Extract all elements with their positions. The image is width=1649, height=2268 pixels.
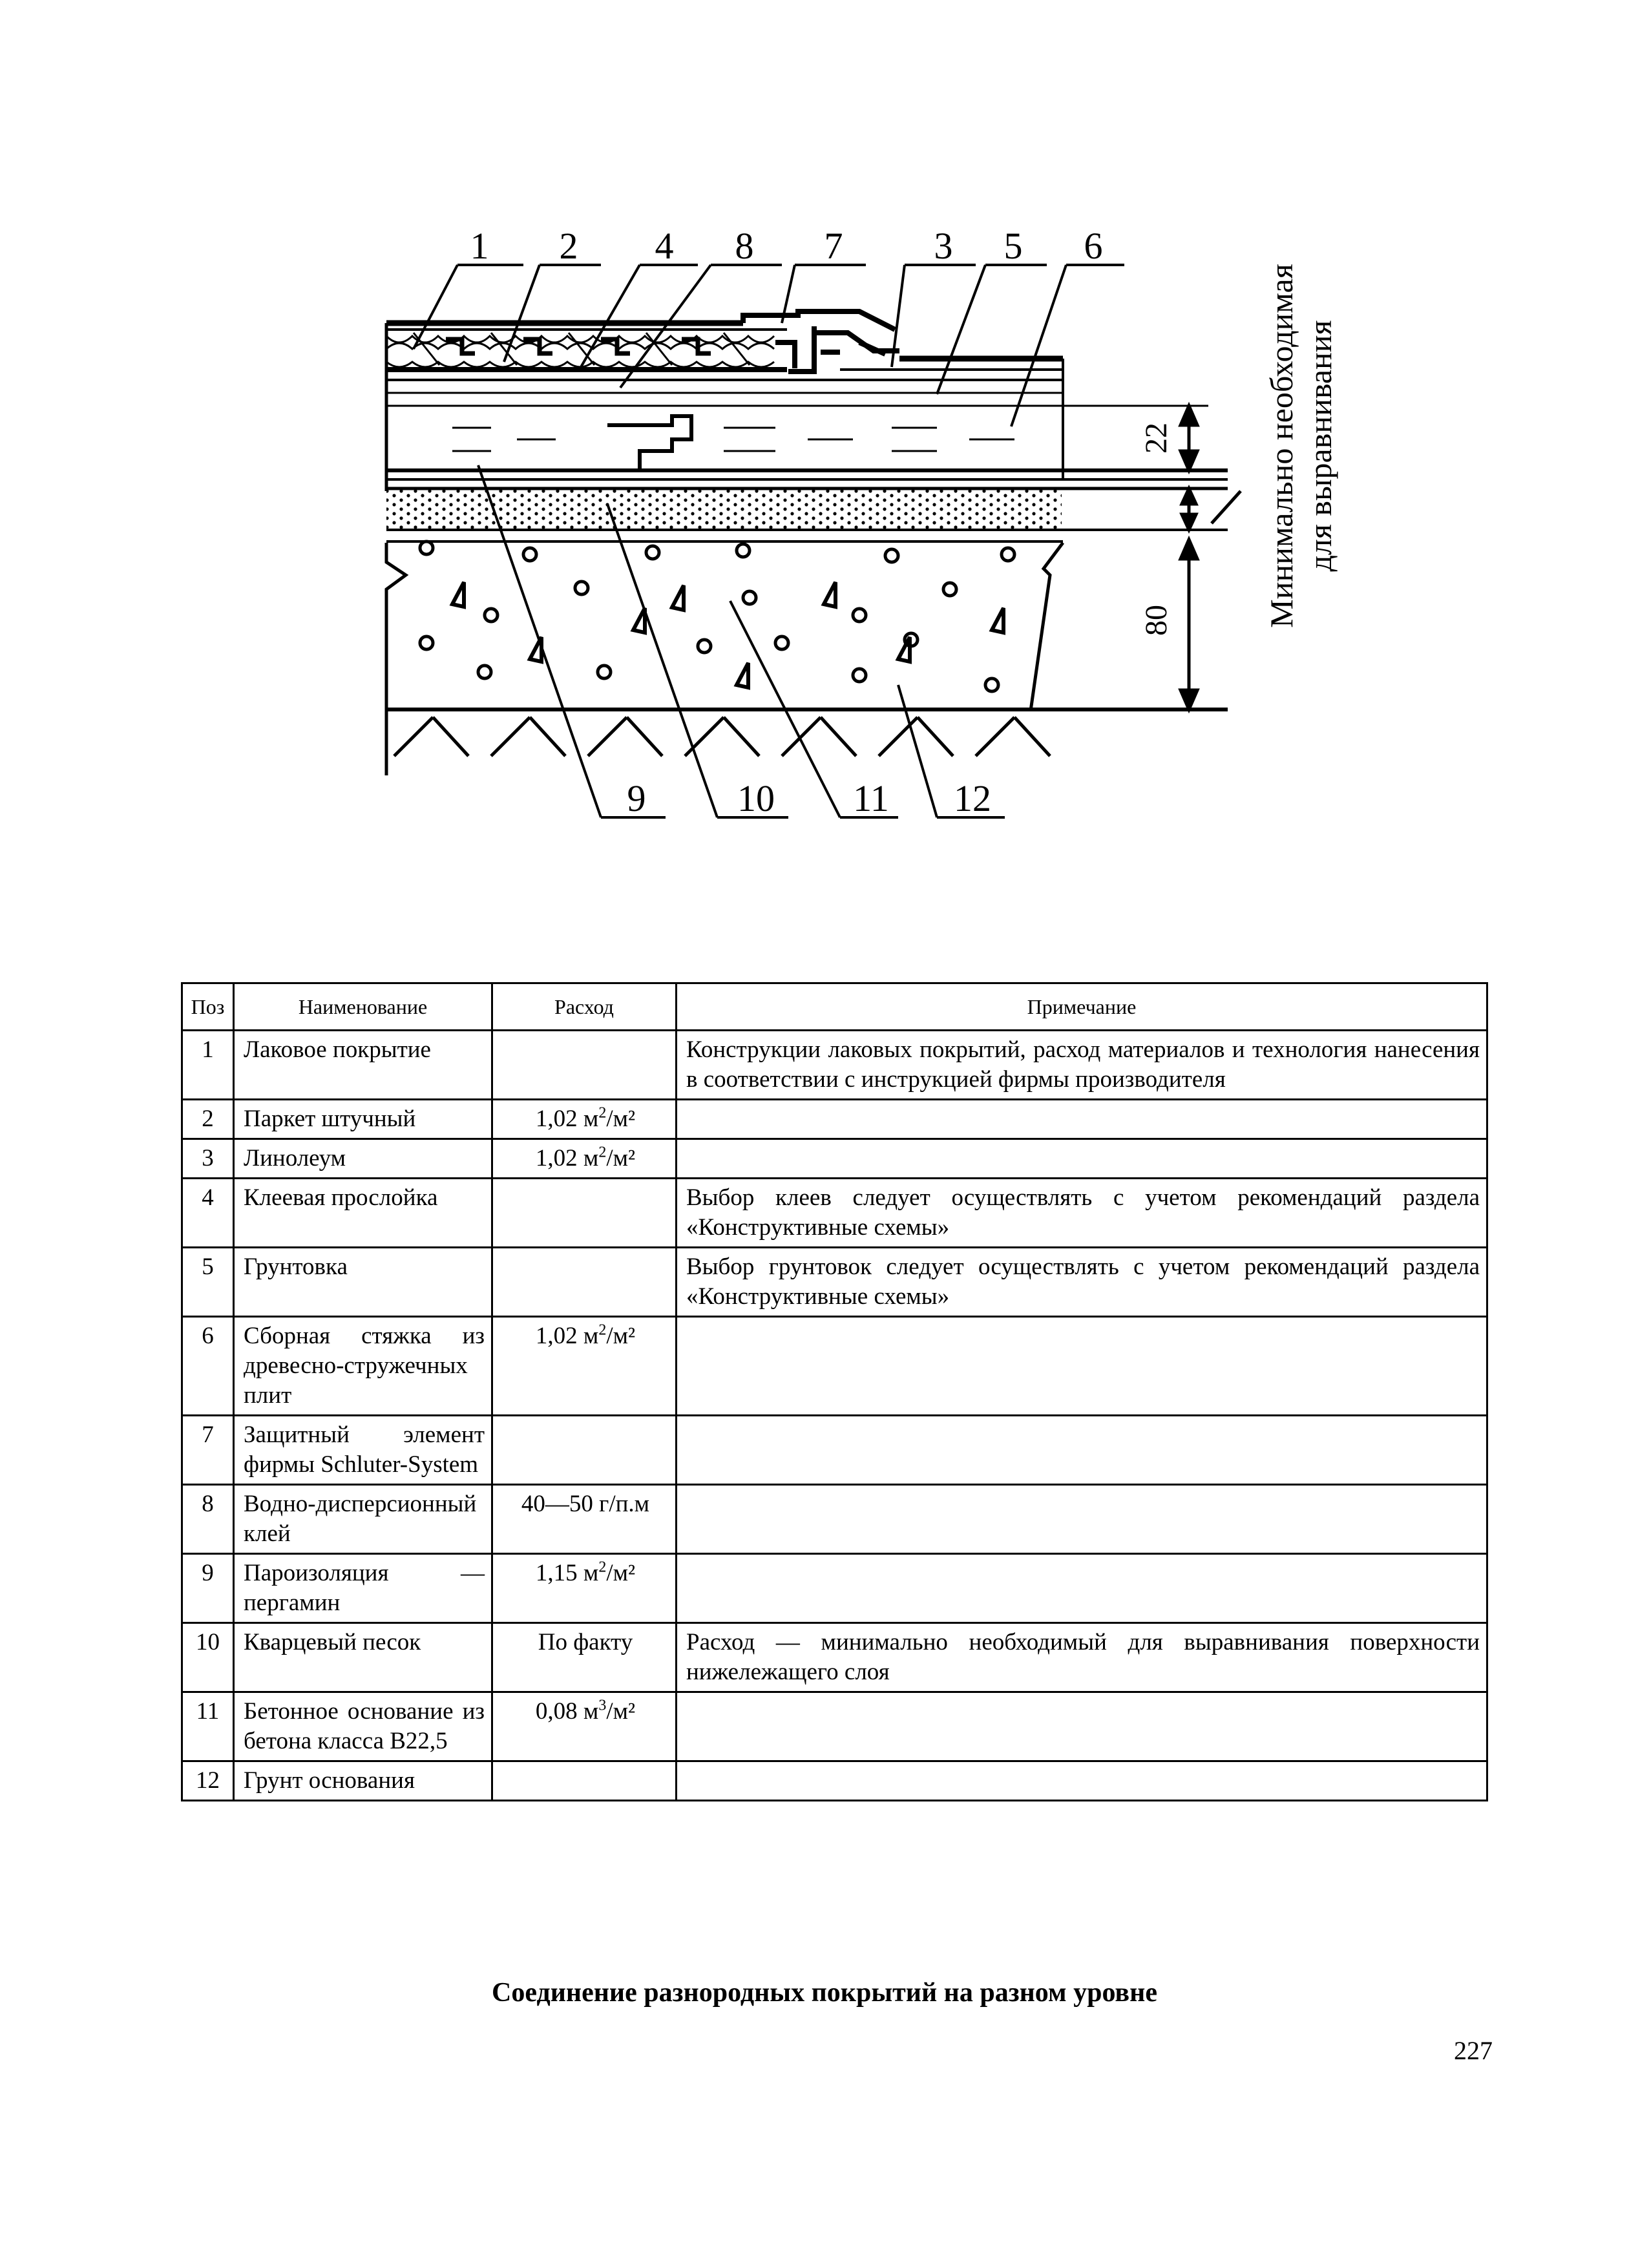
row-note: Выбор грунтовок следует осуществлять с учетом рекомендаций раздела «Конструктивные схемы» xyxy=(677,1248,1487,1317)
row-name: Бетонное основание из бетона класса В22,5 xyxy=(234,1692,492,1761)
rate-exponent: 2 xyxy=(598,1104,607,1122)
row-note xyxy=(677,1485,1487,1554)
row-pos: 11 xyxy=(182,1692,234,1761)
row-rate xyxy=(492,1139,677,1179)
row-rate xyxy=(492,1692,677,1761)
rate-value: 40—50 г/п.м xyxy=(521,1491,650,1517)
row-name: Кварцевый песок xyxy=(234,1623,492,1692)
callout-label: 12 xyxy=(954,777,991,819)
row-name: Сборная стяжка из древесно-стружечных плит xyxy=(234,1317,492,1416)
row-rate xyxy=(492,1317,677,1416)
linoleum-layer xyxy=(840,359,1063,370)
header-pos: Поз xyxy=(182,983,234,1031)
sand-layer xyxy=(386,488,1228,541)
row-pos: 2 xyxy=(182,1100,234,1139)
row-note: Расход — минимально необходимый для выравнивания поверхности нижележащего слоя xyxy=(677,1623,1487,1692)
row-pos: 8 xyxy=(182,1485,234,1554)
side-note-line1: Минимально необходимая xyxy=(1263,264,1299,628)
table-row xyxy=(182,1416,1487,1485)
row-rate xyxy=(492,1031,677,1100)
row-rate xyxy=(492,1416,677,1485)
header-note: Примечание xyxy=(677,983,1487,1031)
row-pos: 10 xyxy=(182,1623,234,1692)
row-note xyxy=(677,1692,1487,1761)
table-row xyxy=(182,1139,1487,1179)
table-row xyxy=(182,1317,1487,1416)
row-pos: 3 xyxy=(182,1139,234,1179)
callout-label: 5 xyxy=(1003,225,1023,267)
rate-value: 1,02 м xyxy=(535,1323,599,1349)
row-rate xyxy=(492,1248,677,1317)
particleboard-screed xyxy=(386,323,1228,491)
materials-table xyxy=(181,982,1488,1801)
rate-value: 0,08 м xyxy=(535,1698,599,1725)
rate-unit-tail: /м² xyxy=(606,1145,636,1171)
rate-value: 1,15 м xyxy=(535,1560,599,1586)
row-note: Выбор клеев следует осуществлять с учетом рекомендаций раздела «Конструктивные схемы» xyxy=(677,1179,1487,1248)
callout-label: 3 xyxy=(934,225,953,267)
table-row xyxy=(182,1554,1487,1623)
row-name: Грунт основания xyxy=(234,1761,492,1801)
rate-unit-tail: /м² xyxy=(606,1323,636,1349)
parquet-layer xyxy=(386,323,787,370)
table-row xyxy=(182,1248,1487,1317)
top-callout-labels xyxy=(470,225,1103,267)
dimensions xyxy=(1181,406,1241,709)
row-note xyxy=(677,1416,1487,1485)
callout-label: 9 xyxy=(627,777,646,819)
table-row xyxy=(182,1485,1487,1554)
row-note xyxy=(677,1317,1487,1416)
row-rate xyxy=(492,1485,677,1554)
callout-label: 6 xyxy=(1084,225,1103,267)
row-pos: 9 xyxy=(182,1554,234,1623)
page-number: 227 xyxy=(1454,2036,1493,2065)
figure-caption: Соединение разнородных покрытий на разном уровне xyxy=(492,1978,1157,2008)
callout-label: 7 xyxy=(824,225,843,267)
table-row xyxy=(182,1031,1487,1100)
table-row xyxy=(182,1100,1487,1139)
header-rate: Расход xyxy=(492,983,677,1031)
row-rate xyxy=(492,1623,677,1692)
table-header-row xyxy=(182,983,1487,1031)
row-pos: 12 xyxy=(182,1761,234,1801)
row-pos: 1 xyxy=(182,1031,234,1100)
rate-unit-tail: /м² xyxy=(606,1560,636,1586)
rate-exponent: 2 xyxy=(598,1144,607,1161)
rate-exponent: 2 xyxy=(598,1559,607,1576)
row-rate xyxy=(492,1179,677,1248)
dimension-22: 22 xyxy=(1139,423,1173,454)
header-name: Наименование xyxy=(234,983,492,1031)
row-name: Водно-дисперсионный клей xyxy=(234,1485,492,1554)
row-name: Клеевая прослойка xyxy=(234,1179,492,1248)
row-rate xyxy=(492,1100,677,1139)
row-note xyxy=(677,1554,1487,1623)
row-name: Лаковое покрытие xyxy=(234,1031,492,1100)
ground-hatching xyxy=(394,717,1050,756)
table-row xyxy=(182,1692,1487,1761)
table-row xyxy=(182,1761,1487,1801)
callout-label: 4 xyxy=(655,225,674,267)
rate-value: 1,02 м xyxy=(535,1106,599,1132)
row-name: Паркет штучный xyxy=(234,1100,492,1139)
row-name: Пароизоляция — пергамин xyxy=(234,1554,492,1623)
rate-exponent: 2 xyxy=(598,1321,607,1339)
side-note-line2: для выравнивания xyxy=(1302,320,1338,572)
callout-label: 10 xyxy=(737,777,775,819)
dimension-80: 80 xyxy=(1139,605,1173,636)
callout-label: 1 xyxy=(470,225,489,267)
rate-value: По факту xyxy=(538,1629,633,1655)
rate-unit-tail: /м² xyxy=(606,1698,636,1725)
row-note xyxy=(677,1139,1487,1179)
row-pos: 4 xyxy=(182,1179,234,1248)
callout-label: 8 xyxy=(735,225,754,267)
table-row xyxy=(182,1623,1487,1692)
row-pos: 7 xyxy=(182,1416,234,1485)
callout-label: 2 xyxy=(559,225,578,267)
row-note xyxy=(677,1100,1487,1139)
row-note xyxy=(677,1761,1487,1801)
row-note: Конструкции лаковых покрытий, расход материалов и технология нанесения в соответствии с инструкцией фирмы производителя xyxy=(677,1031,1487,1100)
row-name: Защитный элемент фирмы Schluter-System xyxy=(234,1416,492,1485)
rate-exponent: 3 xyxy=(598,1697,607,1714)
row-name: Грунтовка xyxy=(234,1248,492,1317)
row-pos: 5 xyxy=(182,1248,234,1317)
rate-unit-tail: /м² xyxy=(606,1106,636,1132)
table-row xyxy=(182,1179,1487,1248)
row-pos: 6 xyxy=(182,1317,234,1416)
callout-label: 11 xyxy=(853,777,889,819)
rate-value: 1,02 м xyxy=(535,1145,599,1171)
floor-construction-diagram xyxy=(0,0,1649,905)
row-rate xyxy=(492,1554,677,1623)
row-name: Линолеум xyxy=(234,1139,492,1179)
row-rate xyxy=(492,1761,677,1801)
